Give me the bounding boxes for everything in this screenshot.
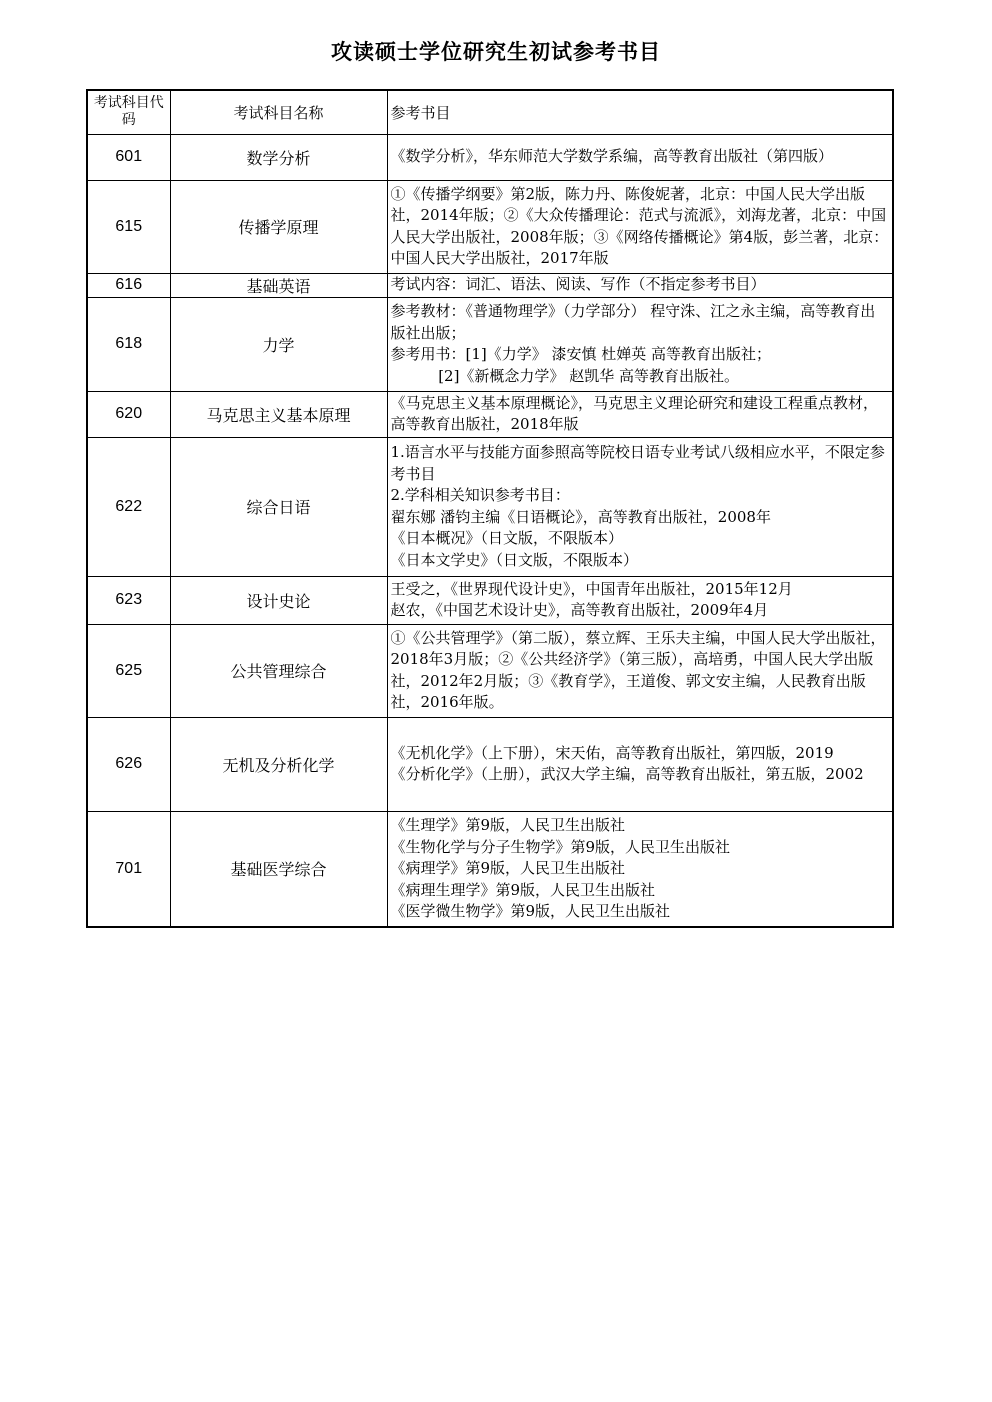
reference-book-line: 《数学分析》，华东师范大学数学系编，高等教育出版社（第四版） xyxy=(390,147,834,166)
reference-book-line: 翟东娜 潘钧主编《日语概论》，高等教育出版社，2008年 xyxy=(390,507,771,526)
subject-code-cell: 616 xyxy=(87,273,170,297)
reference-table xyxy=(86,89,894,928)
reference-book-line: 《无机化学》（上下册），宋天佑，高等教育出版社，第四版，2019 xyxy=(390,743,834,762)
reference-book-line: 《医学微生物学》第9版，人民卫生出版社 xyxy=(390,902,671,920)
table-row xyxy=(87,624,893,717)
subject-code-cell: 601 xyxy=(87,134,170,180)
subject-code-cell: 622 xyxy=(87,437,170,576)
subject-code-cell: 615 xyxy=(87,180,170,273)
reference-books-cell xyxy=(387,297,893,391)
reference-book-line: ①《公共管理学》（第二版），蔡立辉、王乐夫主编，中国人民大学出版社，2018年3月版；②《公共经济学》（第三版），高培勇，中国人民大学出版社，2012年2月版；③《教育学》，王道俊、郭文安主编，人民教育出版社，2016年版。 xyxy=(390,628,886,711)
subject-name-cell: 设计史论 xyxy=(170,576,387,624)
table-body xyxy=(87,134,893,927)
reference-book-line: 《日本文学史》（日文版，不限版本） xyxy=(390,550,639,569)
subject-code-cell: 625 xyxy=(87,624,170,717)
reference-book-line: 《生物化学与分子生物学》第9版，人民卫生出版社 xyxy=(390,837,731,856)
reference-books-cell xyxy=(387,180,893,273)
table-row xyxy=(87,437,893,576)
subject-code-cell: 701 xyxy=(87,811,170,927)
reference-book-line: 《病理学》第9版，人民卫生出版社 xyxy=(390,859,626,877)
reference-books-cell xyxy=(387,437,893,576)
table-row xyxy=(87,297,893,391)
table-row xyxy=(87,134,893,180)
reference-book-line: 2.学科相关知识参考书目： xyxy=(390,486,570,504)
subject-code-cell: 626 xyxy=(87,717,170,811)
table-row xyxy=(87,576,893,624)
subject-name-cell: 力学 xyxy=(170,297,387,391)
subject-code-cell: 618 xyxy=(87,297,170,391)
page-title: 攻读硕士学位研究生初试参考书目 xyxy=(331,40,661,64)
subject-name-cell: 数学分析 xyxy=(170,134,387,180)
table-row xyxy=(87,180,893,273)
reference-book-line: 《马克思主义基本原理概论》，马克思主义理论研究和建设工程重点教材，高等教育出版社，2018年版 xyxy=(390,393,879,433)
header-reference-books: 参考书目 xyxy=(387,90,893,134)
subject-name-cell: 传播学原理 xyxy=(170,180,387,273)
reference-books-cell xyxy=(387,717,893,811)
table-header-row xyxy=(87,90,893,134)
table-row xyxy=(87,811,893,927)
reference-book-line: 参考用书：[1]《力学》 漆安慎 杜婵英 高等教育出版社； xyxy=(390,345,772,363)
subject-name-cell: 马克思主义基本原理 xyxy=(170,391,387,437)
reference-book-line: 《日本概况》（日文版，不限版本） xyxy=(390,529,624,547)
subject-name-cell: 基础医学综合 xyxy=(170,811,387,927)
reference-book-line: 赵农，《中国艺术设计史》，高等教育出版社，2009年4月 xyxy=(390,601,769,619)
table-row xyxy=(87,391,893,437)
reference-books-cell xyxy=(387,576,893,624)
subject-name-cell: 公共管理综合 xyxy=(170,624,387,717)
reference-books-cell xyxy=(387,134,893,180)
subject-name-cell: 综合日语 xyxy=(170,437,387,576)
table-row xyxy=(87,273,893,297)
subject-code-cell: 620 xyxy=(87,391,170,437)
reference-book-line: 《病理生理学》第9版，人民卫生出版社 xyxy=(390,880,656,899)
table-row xyxy=(87,717,893,811)
subject-name-cell: 基础英语 xyxy=(170,273,387,297)
reference-books-cell xyxy=(387,273,893,297)
reference-book-line: [2]《新概念力学》 赵凯华 高等教育出版社。 xyxy=(390,366,739,385)
subject-name-cell: 无机及分析化学 xyxy=(170,717,387,811)
reference-book-line: 《分析化学》（上册），武汉大学主编，高等教育出版社，第五版，2002 xyxy=(390,765,864,783)
reference-book-line: 参考教材：《普通物理学》（力学部分） 程守洙、江之永主编，高等教育出版社出版； xyxy=(390,302,876,342)
reference-books-cell xyxy=(387,391,893,437)
reference-book-line: 《生理学》第9版，人民卫生出版社 xyxy=(390,816,626,834)
reference-book-line: 1.语言水平与技能方面参照高等院校日语专业考试八级相应水平，不限定参考书目 xyxy=(390,443,885,483)
reference-book-line: 王受之，《世界现代设计史》，中国青年出版社，2015年12月 xyxy=(390,579,793,598)
reference-books-cell xyxy=(387,624,893,717)
reference-book-line: 考试内容：词汇、语法、阅读、写作（不指定参考书目） xyxy=(390,275,766,294)
subject-code-cell: 623 xyxy=(87,576,170,624)
reference-book-line: ①《传播学纲要》第2版，陈力丹、陈俊妮著，北京：中国人民大学出版社，2014年版；②《大众传播理论：范式与流派》，刘海龙著，北京：中国人民大学出版社，2008年版；③《网络传播概论》第4版，彭兰著，北京：中国人民大学出版社，2017年版 xyxy=(390,184,889,267)
header-subject-name: 考试科目名称 xyxy=(170,90,387,134)
header-subject-code: 考试科目代码 xyxy=(87,90,170,134)
reference-books-cell xyxy=(387,811,893,927)
